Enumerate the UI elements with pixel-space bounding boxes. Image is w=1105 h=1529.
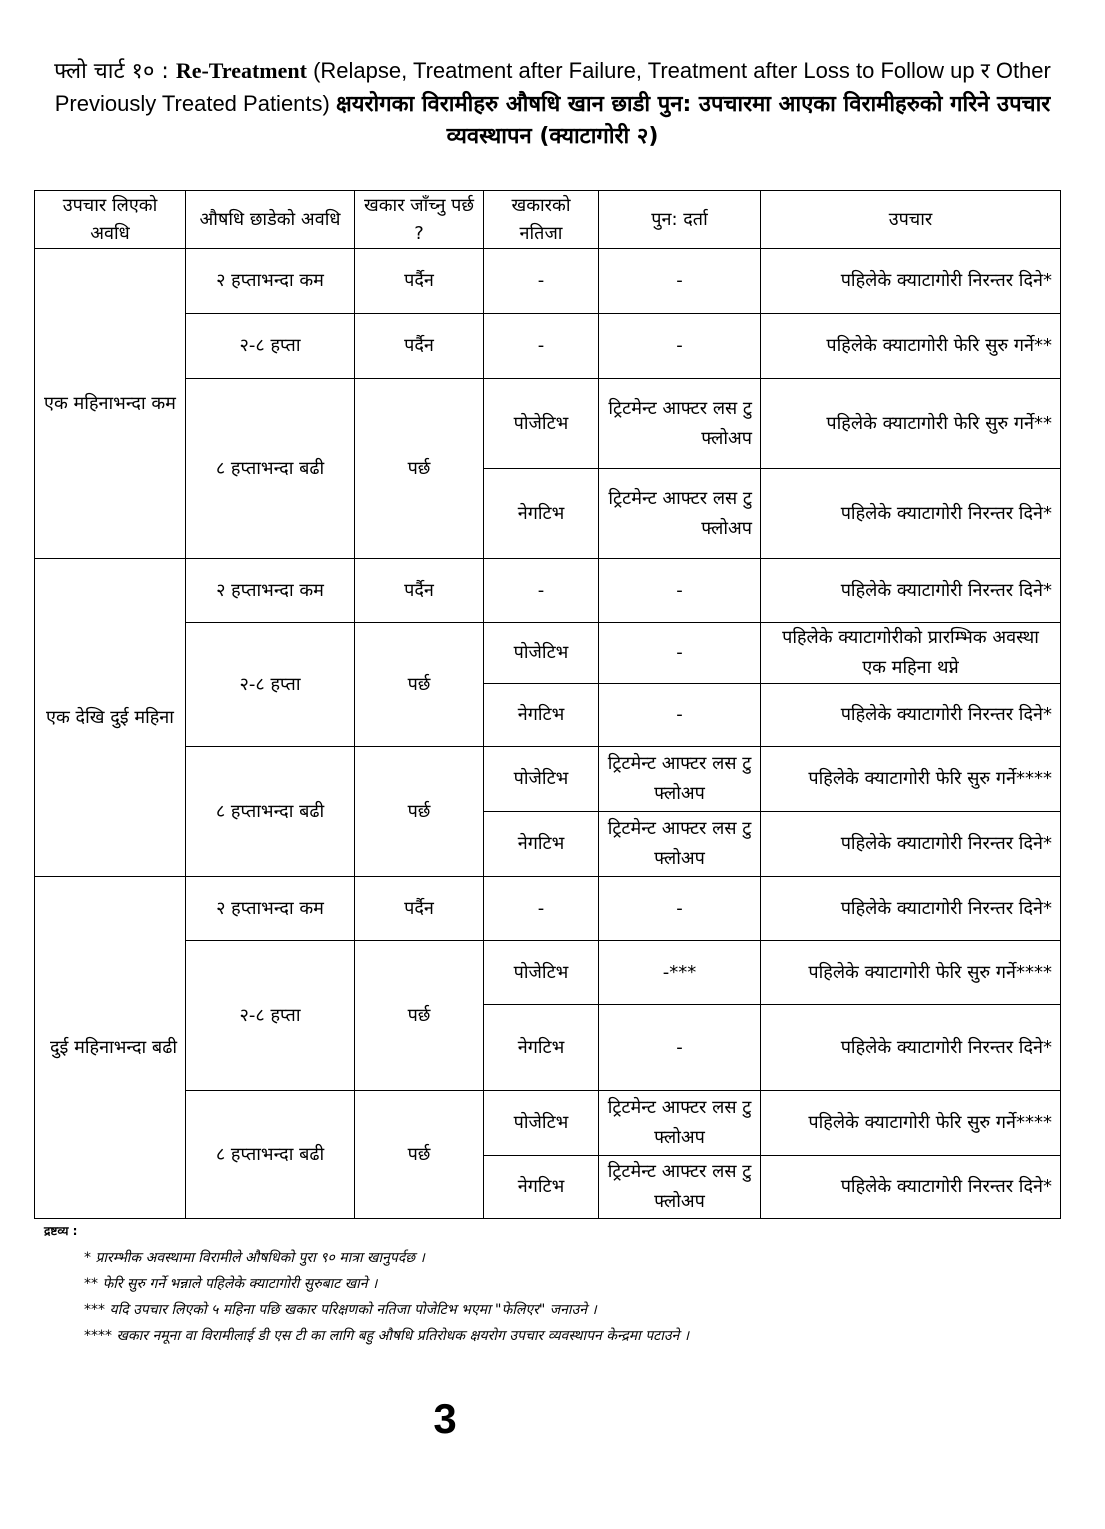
registration-cell: - — [599, 559, 761, 623]
treatment-cell: पहिलेके क्याटागोरीको प्रारम्भिक अवस्था एक महिना थप्ने — [761, 623, 1061, 684]
stop-cell: २-८ हप्ता — [186, 314, 355, 379]
group-duration: एक देखि दुई महिना — [35, 559, 186, 877]
page-number: 3 — [433, 1395, 457, 1442]
treatment-cell: पहिलेके क्याटागोरी निरन्तर दिने* — [761, 1156, 1061, 1219]
registration-cell: - — [599, 1005, 761, 1091]
registration-cell: -*** — [599, 941, 761, 1005]
table-row — [35, 379, 1061, 469]
page-title — [30, 55, 1075, 153]
title-nepali: क्षयरोगका विरामीहरु औषधि खान छाडी पुन: उपचारमा आएका विरामीहरुको गरिने उपचार व्यवस्थापन (क्याटागोरी २) — [335, 92, 1051, 149]
title-lead: Re-Treatment — [175, 58, 307, 83]
result-cell: पोजेटिभ — [484, 379, 599, 469]
test-cell: पर्दैन — [355, 314, 484, 379]
result-cell: पोजेटिभ — [484, 941, 599, 1005]
table-row — [35, 877, 1061, 941]
test-cell: पर्छ — [355, 379, 484, 559]
treatment-cell: पहिलेके क्याटागोरी निरन्तर दिने* — [761, 559, 1061, 623]
table-row — [35, 747, 1061, 812]
test-cell: पर्छ — [355, 1091, 484, 1219]
header-sputum-test: खकार जाँच्नु पर्छ ? — [355, 191, 484, 249]
test-cell: पर्छ — [355, 941, 484, 1091]
treatment-cell: पहिलेके क्याटागोरी निरन्तर दिने* — [761, 684, 1061, 747]
registration-cell: - — [599, 877, 761, 941]
title-conjunction: र — [980, 59, 990, 84]
result-cell: नेगटिभ — [484, 812, 599, 877]
footnote: *** यदि उपचार लिएको ५ महिना पछि खकार परिक्षणको नतिजा पोजेटिभ भएमा "फेलिएर" जनाउने । — [84, 1302, 597, 1318]
result-cell: - — [484, 314, 599, 379]
title-prefix: फ्लो चार्ट १० : — [54, 59, 176, 84]
group-duration: एक महिनाभन्दा कम — [35, 249, 186, 559]
registration-cell: ट्रिटमेन्ट आफ्टर लस टु फ्लोअप — [599, 812, 761, 877]
header-treatment: उपचार — [761, 191, 1061, 249]
table-header-row — [35, 191, 1061, 249]
registration-cell: - — [599, 249, 761, 314]
stop-cell: २ हप्ताभन्दा कम — [186, 249, 355, 314]
result-cell: पोजेटिभ — [484, 1091, 599, 1156]
footnote: **** खकार नमूना वा विरामीलाई डी एस टी का लागि बहु औषधि प्रतिरोधक क्षयरोग उपचार व्यवस्थापन केन्द्रमा पटाउने । — [84, 1328, 690, 1344]
footnote: ** फेरि सुरु गर्ने भन्नाले पहिलेके क्याटागोरी सुरुबाट खाने । — [84, 1276, 378, 1292]
table-row — [35, 941, 1061, 1005]
registration-cell: ट्रिटमेन्ट आफ्टर लस टु फ्लोअप — [599, 1091, 761, 1156]
test-cell: पर्दैन — [355, 249, 484, 314]
stop-cell: २-८ हप्ता — [186, 623, 355, 747]
registration-cell: - — [599, 314, 761, 379]
result-cell: पोजेटिभ — [484, 623, 599, 684]
footnotes — [44, 1222, 1044, 1349]
table-row — [35, 1091, 1061, 1156]
table-row — [35, 249, 1061, 314]
result-cell: नेगटिभ — [484, 1005, 599, 1091]
registration-cell: ट्रिटमेन्ट आफ्टर लस टु फ्लोअप — [599, 747, 761, 812]
treatment-cell: पहिलेके क्याटागोरी निरन्तर दिने* — [761, 249, 1061, 314]
test-cell: पर्दैन — [355, 877, 484, 941]
treatment-cell: पहिलेके क्याटागोरी फेरि सुरु गर्ने** — [761, 379, 1061, 469]
header-stop-duration: औषधि छाडेको अवधि — [186, 191, 355, 249]
group-duration: दुई महिनाभन्दा बढी — [35, 877, 186, 1219]
test-cell: पर्छ — [355, 623, 484, 747]
registration-cell: ट्रिटमेन्ट आफ्टर लस टु फ्लोअप — [599, 1156, 761, 1219]
result-cell: - — [484, 877, 599, 941]
treatment-table — [34, 190, 1061, 1219]
stop-cell: ८ हप्ताभन्दा बढी — [186, 1091, 355, 1219]
table-row — [35, 623, 1061, 684]
treatment-cell: पहिलेके क्याटागोरी निरन्तर दिने* — [761, 877, 1061, 941]
treatment-cell: पहिलेके क्याटागोरी फेरि सुरु गर्ने**** — [761, 941, 1061, 1005]
notes-heading: द्रष्टव्य : — [44, 1224, 78, 1238]
registration-cell: ट्रिटमेन्ट आफ्टर लस टु फ्लोअप — [599, 469, 761, 559]
table-row — [35, 559, 1061, 623]
stop-cell: २ हप्ताभन्दा कम — [186, 877, 355, 941]
title-english-2: Other Previously Treated Patients) — [54, 58, 1051, 116]
treatment-cell: पहिलेके क्याटागोरी फेरि सुरु गर्ने** — [761, 314, 1061, 379]
treatment-cell: पहिलेके क्याटागोरी निरन्तर दिने* — [761, 1005, 1061, 1091]
result-cell: - — [484, 559, 599, 623]
treatment-cell: पहिलेके क्याटागोरी फेरि सुरु गर्ने**** — [761, 747, 1061, 812]
stop-cell: २-८ हप्ता — [186, 941, 355, 1091]
result-cell: नेगटिभ — [484, 684, 599, 747]
stop-cell: ८ हप्ताभन्दा बढी — [186, 747, 355, 877]
result-cell: नेगटिभ — [484, 1156, 599, 1219]
header-re-registration: पुन: दर्ता — [599, 191, 761, 249]
header-treatment-duration: उपचार लिएको अवधि — [35, 191, 186, 249]
treatment-cell: पहिलेके क्याटागोरी निरन्तर दिने* — [761, 469, 1061, 559]
test-cell: पर्छ — [355, 747, 484, 877]
test-cell: पर्दैन — [355, 559, 484, 623]
stop-cell: २ हप्ताभन्दा कम — [186, 559, 355, 623]
result-cell: - — [484, 249, 599, 314]
title-english: (Relapse, Treatment after Failure, Treatment after Loss to Follow up — [306, 58, 981, 83]
result-cell: नेगटिभ — [484, 469, 599, 559]
registration-cell: - — [599, 684, 761, 747]
treatment-cell: पहिलेके क्याटागोरी फेरि सुरु गर्ने**** — [761, 1091, 1061, 1156]
registration-cell: ट्रिटमेन्ट आफ्टर लस टु फ्लोअप — [599, 379, 761, 469]
stop-cell: ८ हप्ताभन्दा बढी — [186, 379, 355, 559]
footnote: * प्रारम्भीक अवस्थामा विरामीले औषधिको पुरा ९० मात्रा खानुपर्दछ । — [84, 1250, 425, 1266]
table-row — [35, 314, 1061, 379]
registration-cell: - — [599, 623, 761, 684]
treatment-cell: पहिलेके क्याटागोरी निरन्तर दिने* — [761, 812, 1061, 877]
result-cell: पोजेटिभ — [484, 747, 599, 812]
header-sputum-result: खकारको नतिजा — [484, 191, 599, 249]
